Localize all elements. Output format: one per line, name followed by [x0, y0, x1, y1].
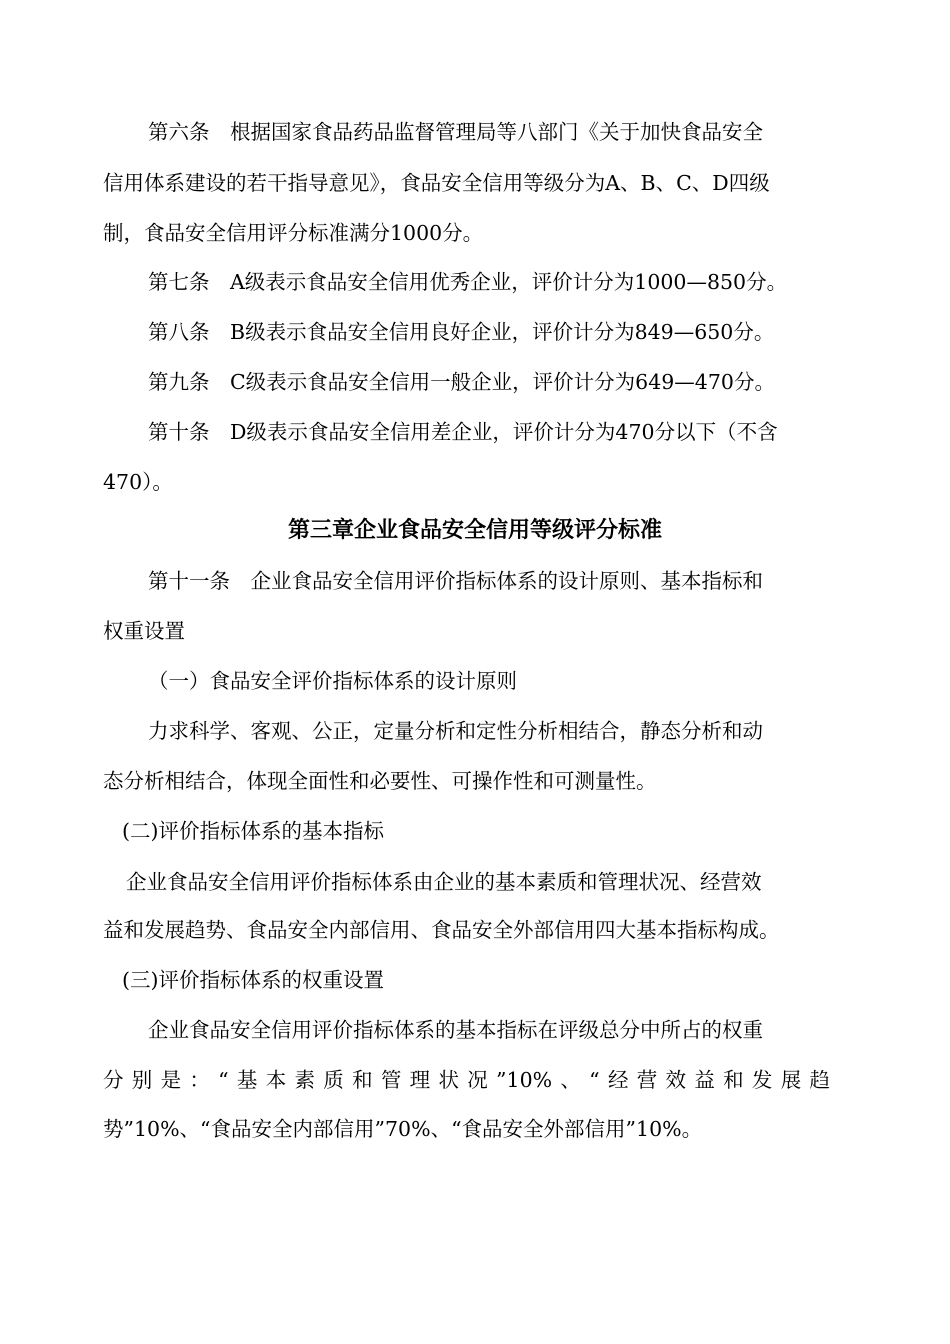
article-6-line-3: 制，食品安全信用评分标准满分1000分。 — [103, 221, 484, 245]
section-3-line-1: 企业食品安全信用评价指标体系的基本指标在评级总分中所占的权重 — [148, 1018, 763, 1042]
article-9: 第九条 C级表示食品安全信用一般企业，评价计分为649—470分。 — [148, 370, 775, 394]
article-10-line-2: 470）。 — [103, 470, 173, 494]
chapter-3-title: 第三章企业食品安全信用等级评分标准 — [287, 518, 662, 543]
article-6-line-2: 信用体系建设的若干指导意见》，食品安全信用等级分为A、B、C、D四级 — [103, 171, 770, 195]
section-3-line-3: 势”10%、“食品安全内部信用”70%、“食品安全外部信用”10%。 — [103, 1117, 703, 1141]
article-11-line-1: 第十一条 企业食品安全信用评价指标体系的设计原则、基本指标和 — [148, 569, 763, 593]
article-11-line-2: 权重设置 — [103, 619, 185, 643]
section-1-line-2: 态分析相结合，体现全面性和必要性、可操作性和可测量性。 — [103, 769, 657, 793]
section-2-line-1: 企业食品安全信用评价指标体系由企业的基本素质和管理状况、经营效 — [126, 870, 762, 894]
section-3-line-2: 分别是：“基本素质和管理状况”10%、“经营效益和发展趋 — [103, 1068, 830, 1092]
article-8: 第八条 B级表示食品安全信用良好企业，评价计分为849—650分。 — [148, 320, 775, 344]
section-1-line-1: 力求科学、客观、公正，定量分析和定性分析相结合，静态分析和动 — [148, 719, 763, 743]
article-7: 第七条 A级表示食品安全信用优秀企业，评价计分为1000—850分。 — [148, 270, 788, 294]
section-2-heading: (二)评价指标体系的基本指标 — [122, 819, 384, 843]
article-6-line-1: 第六条 根据国家食品药品监督管理局等八部门《关于加快食品安全 — [148, 120, 763, 144]
section-2-line-2: 益和发展趋势、食品安全内部信用、食品安全外部信用四大基本指标构成。 — [103, 918, 780, 942]
article-10-line-1: 第十条 D级表示食品安全信用差企业，评价计分为470分以下（不含 — [148, 420, 778, 444]
section-1-heading: （一）食品安全评价指标体系的设计原则 — [148, 669, 517, 693]
section-3-heading: (三)评价指标体系的权重设置 — [122, 968, 384, 992]
